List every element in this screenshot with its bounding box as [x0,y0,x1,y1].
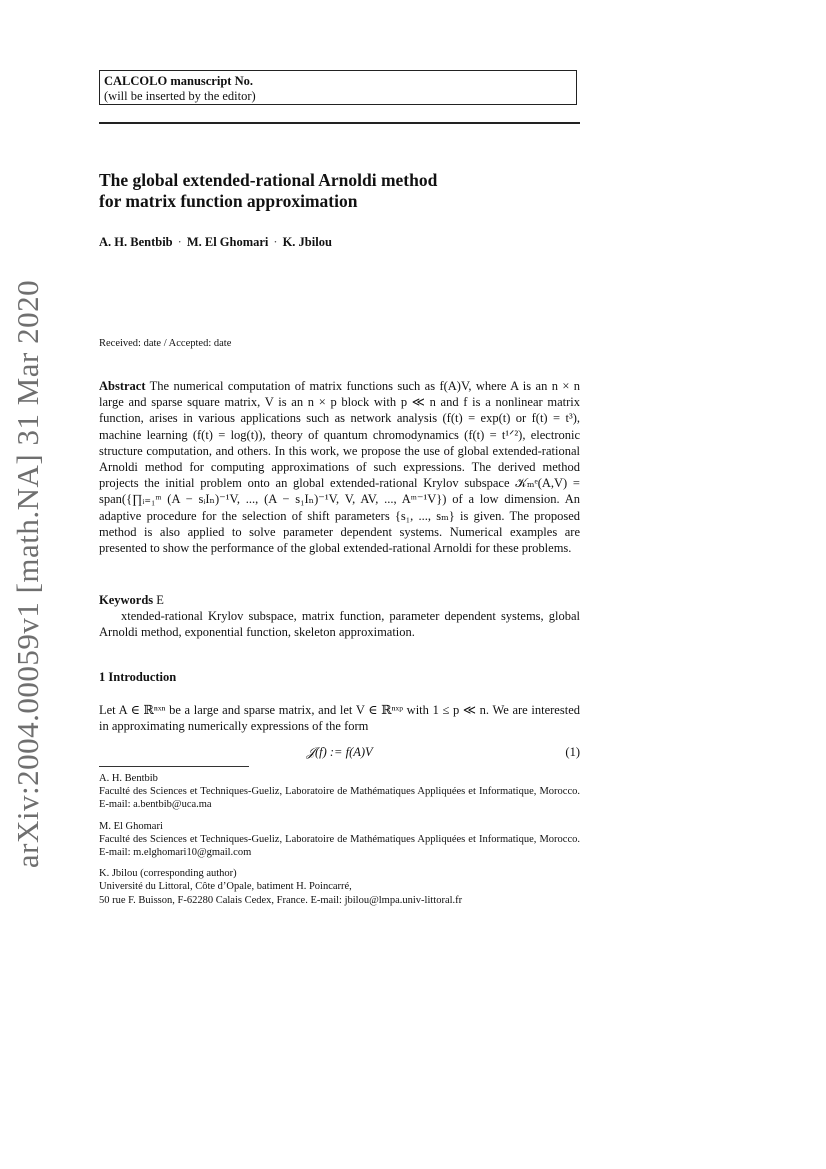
equation-number: (1) [565,745,580,759]
affiliation [99,772,580,812]
keywords-label: Keywords [99,593,154,607]
author-separator: · [177,235,182,249]
journal-note: (will be inserted by the editor) [104,89,256,103]
journal-name: CALCOLO manuscript No. [104,74,253,88]
equation-1 [99,745,580,763]
affiliation-name: K. Jbilou (corresponding author) [99,868,237,880]
keywords-text: xtended-rational Krylov subspace, matrix function, parameter dependent systems, global Arnoldi method, exponential function, skeleton approximation. [99,609,580,640]
affiliation-name: A. H. Bentbib [99,773,158,784]
header-rule [99,122,580,124]
affiliation [99,867,580,907]
affiliations [99,772,580,915]
author-name: M. El Ghomari [186,235,269,249]
journal-box [99,70,577,105]
affiliation [99,820,580,860]
paper-title [99,170,579,212]
abstract [99,378,580,556]
received-date: Received: date / Accepted: date [99,338,232,349]
equation-text: 𝒥(f) := f(A)V [306,745,373,759]
affiliation-address: Faculté des Sciences et Techniques-Gueliz, Laboratoire de Mathématiques Appliquées et Informatique, Morocco. E-mail: m.elghomari10@gmail.com [99,833,580,859]
footnote-rule [99,766,249,767]
affiliation-address-line-2: 50 rue F. Buisson, F-62280 Calais Cedex, France. E-mail: jbilou@lmpa.univ-littoral.fr [99,894,463,906]
author-name: K. Jbilou [282,235,332,249]
intro-paragraph: Let A ∈ ℝⁿˣⁿ be a large and sparse matrix, and let V ∈ ℝⁿˣᵖ with 1 ≤ p ≪ n. We are interested in approximating numerically expressions of the form [99,703,580,734]
title-line-2: for matrix function approximation [99,191,358,211]
author-separator: · [273,235,278,249]
affiliation-address: Faculté des Sciences et Techniques-Gueliz, Laboratoire de Mathématiques Appliquées et Informatique, Morocco. E-mail: a.bentbib@uca.ma [99,786,580,811]
abstract-label: Abstract [99,379,146,393]
author-list [99,235,579,250]
author-name: A. H. Bentbib [99,235,173,249]
keywords-first-letter: E [156,593,164,607]
affiliation-name: M. El Ghomari [99,820,163,832]
keywords [99,592,580,641]
title-line-1: The global extended-rational Arnoldi method [99,170,438,190]
arxiv-identifier[interactable]: arXiv:2004.00059v1 [math.NA] 31 Mar 2020 [10,279,45,869]
arxiv-sidebar [4,279,52,869]
section-heading: 1 Introduction [99,670,177,684]
abstract-text: The numerical computation of matrix functions such as f(A)V, where A is an n × n large and sparse square matrix, V is an n × p block with p ≪ n and f is a nonlinear matrix function, arises in various applications such as network analysis (f(t) = exp(t) or f(t) = t³), machine learning (f(t) = log(t)), theory of quantum chromodynamics (f(t) = t¹ᐟ²), electronic structure computation, and others. In this work, we propose the use of global extended-rational Arnoldi method for computing approximations of such expressions. The derived method projects the initial problem onto an global extended-rational Krylov subspace 𝒦ₘᵉ(A,V) = span({∏ᵢ₌₁ᵐ (A − sᵢIₙ)⁻¹V, ..., (A − s₁Iₙ)⁻¹V, V, AV, ..., Aᵐ⁻¹V}) of a low dimension. An adaptive procedure for the selection of shift parameters {s₁, ..., sₘ} is given. The proposed method is also applied to solve parameter dependent systems. Numerical examples are presented to show the performance of the global extended-rational Arnoldi for these problems. [99,379,580,556]
affiliation-address: Université du Littoral, Côte d’Opale, batiment H. Poincarré, [99,881,352,893]
